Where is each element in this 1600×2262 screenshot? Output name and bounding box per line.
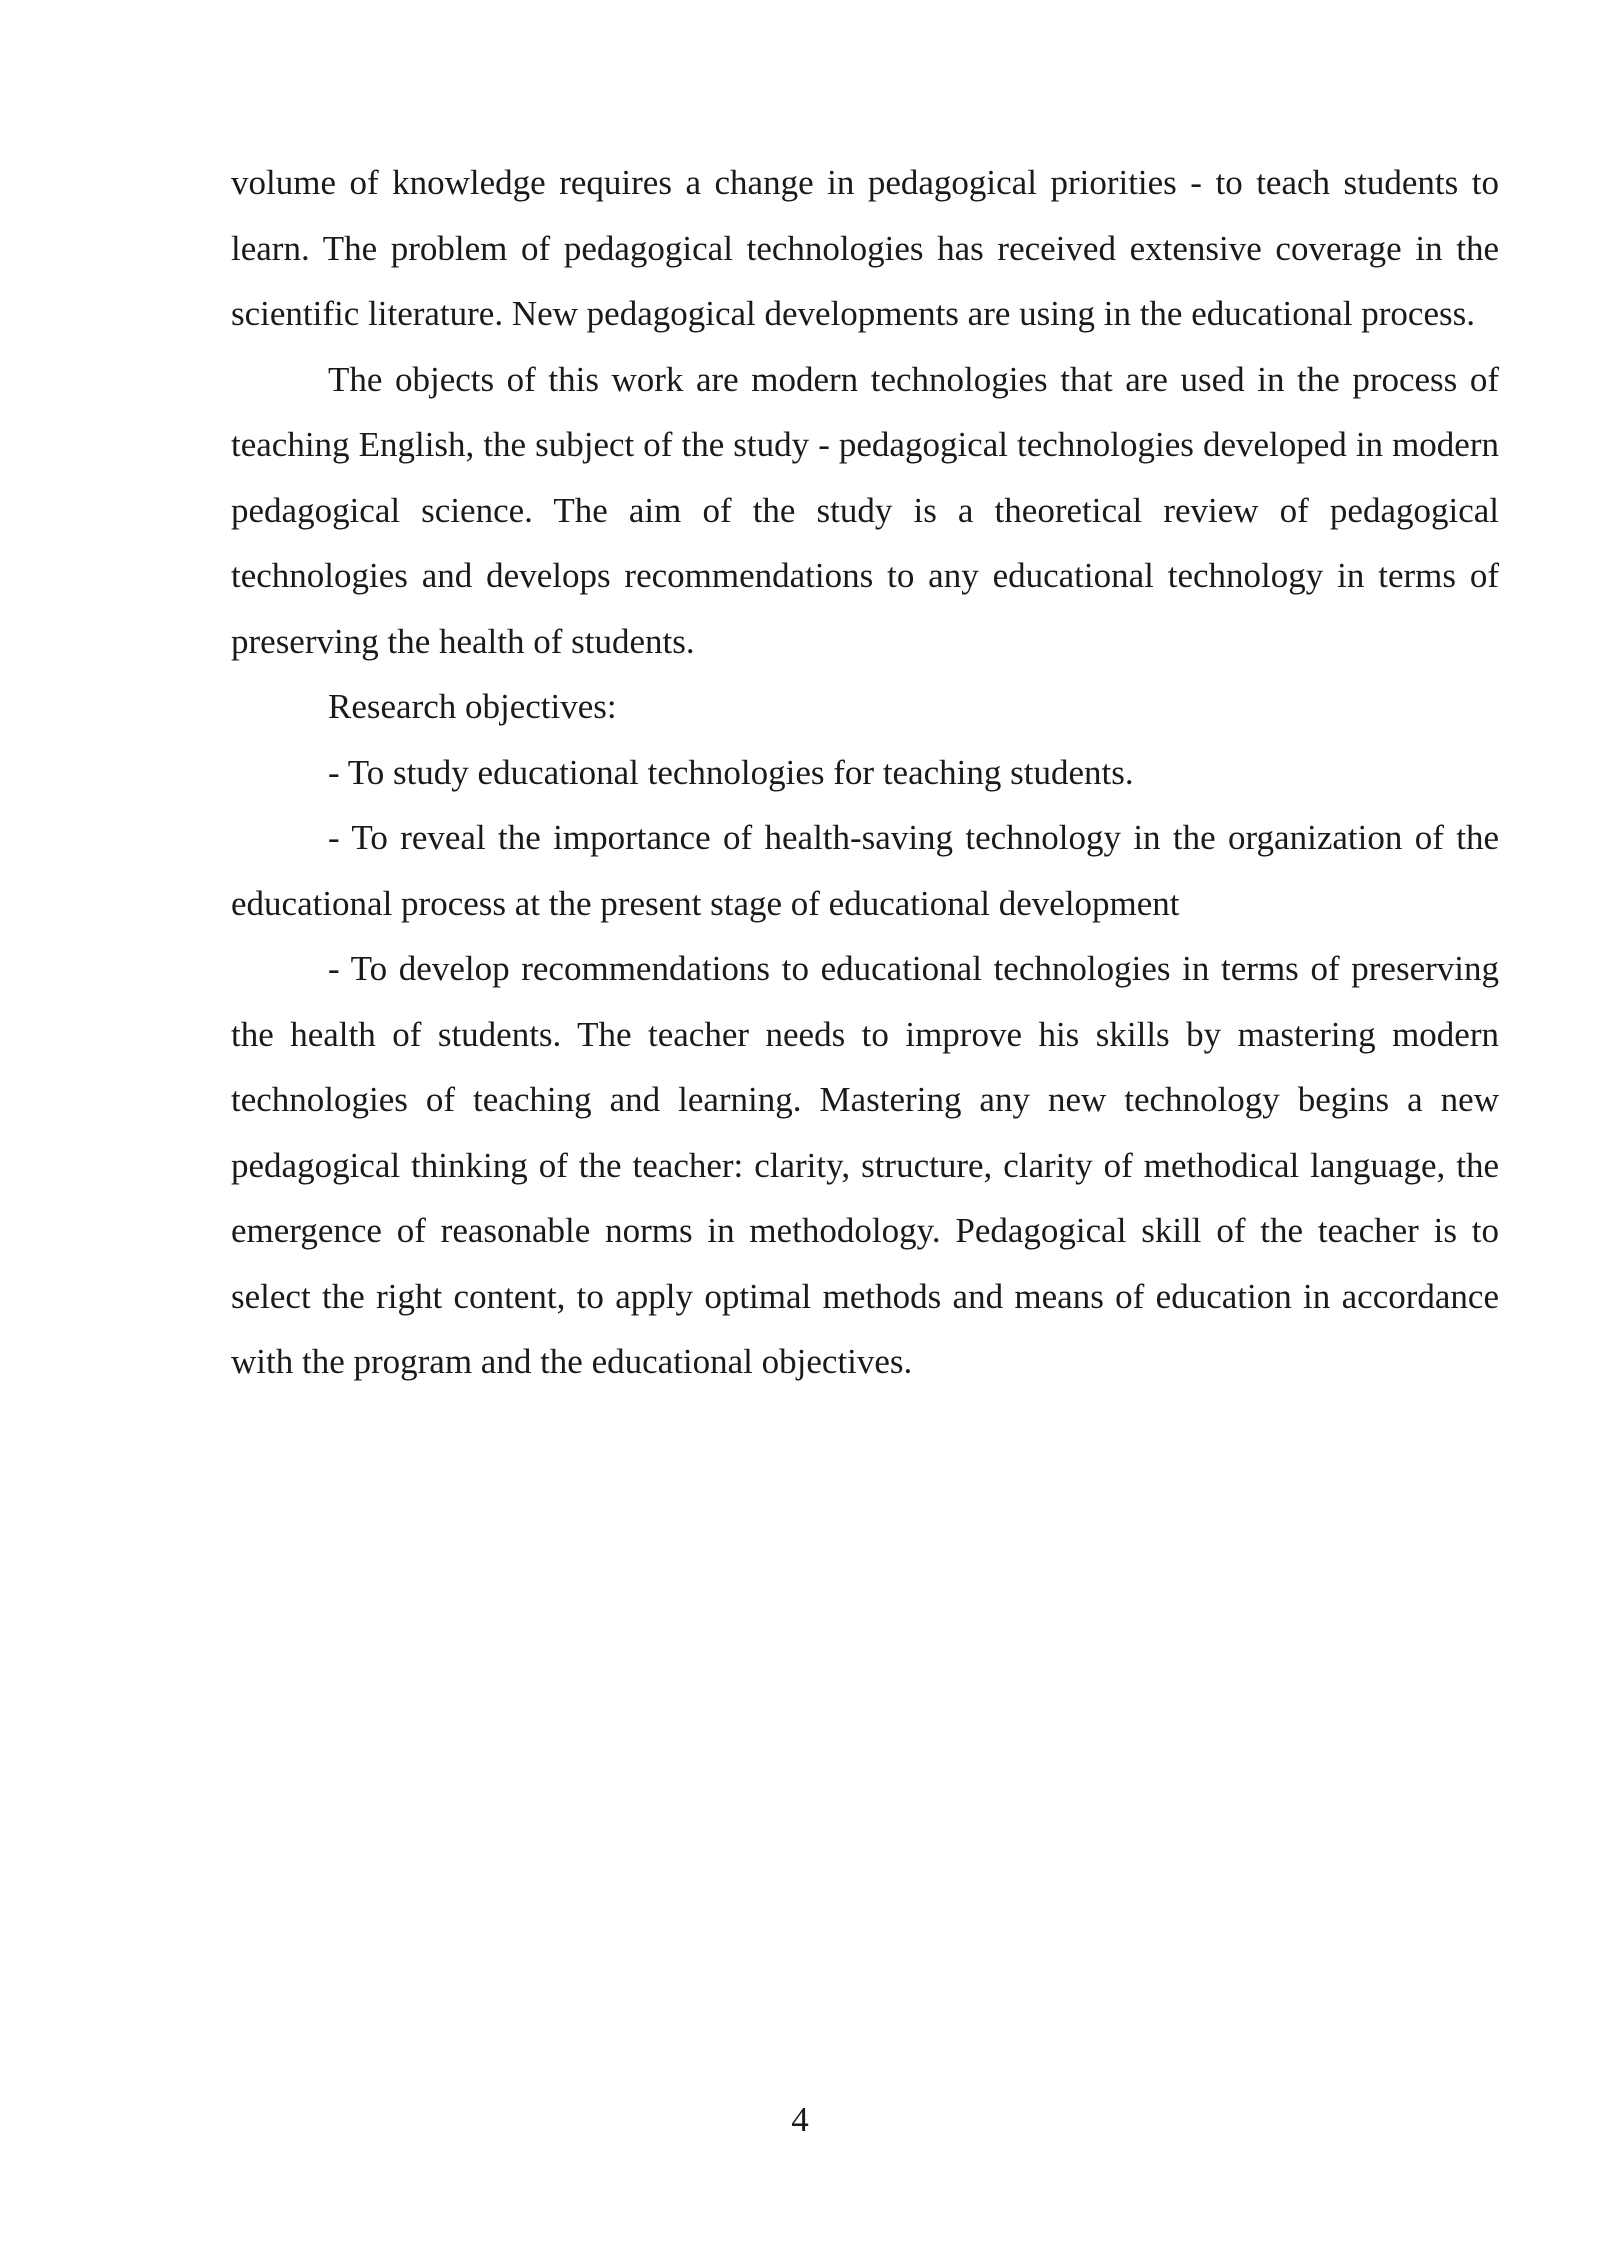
paragraph-objective-3: - To develop recommendations to educational technologies in terms of preserving the health of students. The teacher needs to improve his skills by mastering modern technologies of teaching and learning. Mastering any new technology begins a new pedagogical thinking of the teacher: clarity, structure, clarity of methodical language, the emergence of reasonable norms in methodology. Pedagogical skill of the teacher is to select the right content, to apply optimal methods and means of education in accordance with the program and the educational objectives. <box>231 949 1499 1381</box>
paragraph-continuation: volume of knowledge requires a change in pedagogical priorities - to teach students to learn. The problem of pedagogical technologies has received extensive coverage in the scientific literature. New pedagogical developments are using in the educational process. <box>231 163 1499 333</box>
paragraph-objective-2: - To reveal the importance of health-saving technology in the organization of the educational process at the present stage of educational development <box>231 818 1499 923</box>
paragraph-research-objectives-heading: Research objectives: <box>328 687 617 726</box>
body-text <box>231 150 1499 1395</box>
page-number: 4 <box>791 2100 809 2139</box>
paragraph-objects-and-aim: The objects of this work are modern technologies that are used in the process of teaching English, the subject of the study - pedagogical technologies developed in modern pedagogical science. The aim of the study is a theoretical review of pedagogical technologies and develops recommendations to any educational technology in terms of preserving the health of students. <box>231 359 1499 661</box>
paragraph-objective-1: - To study educational technologies for teaching students. <box>328 752 1134 792</box>
